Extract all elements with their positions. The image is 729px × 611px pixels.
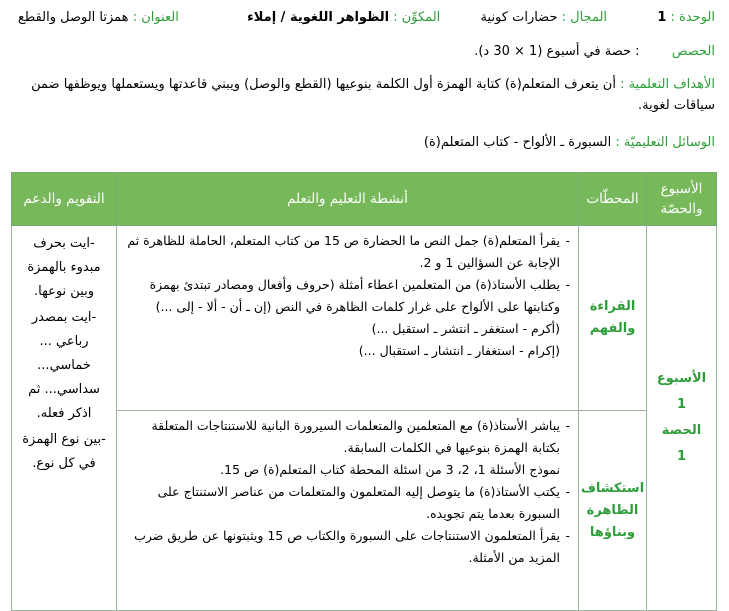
stage-reading: القراءة والفهم <box>579 226 647 411</box>
sessions-value: : حصة في أسبوع (1 × 30 د). <box>474 44 640 59</box>
header-row-means <box>10 133 715 152</box>
component-label: المكوِّن : <box>393 10 441 25</box>
evaluation-item: -بين نوع الهمزة في كل نوع. <box>22 432 106 471</box>
means-label: الوسائل التعليميّة : <box>615 135 715 150</box>
stage-discovery: استكشاف الظاهرة وبناؤها <box>579 411 647 611</box>
header-evaluation: التقويم والدعم <box>12 173 117 226</box>
activity-item: - يطلب الأستاذ(ة) من المتعلمين اعطاء أمثلة (حروف وأفعال ومصادر تبتدئ بهمزة وكتابتها على الألواح على غرار كلمات الظاهرة في النص (إن ـ أن - ألا - إلى ...) <box>127 274 570 318</box>
evaluation-item: -ايت بمصدر رباعي ... خماسي... سداسي... ثم اذكر فعله. <box>28 310 100 421</box>
means-value: السبورة ـ الألواح - كتاب المتعلم(ة) <box>423 135 612 150</box>
domain-label: المجال : <box>561 10 608 25</box>
session-label: الحصة <box>661 423 702 438</box>
header-row-objectives <box>10 74 715 116</box>
header-row-1 <box>10 8 715 27</box>
unit-value: 1 <box>657 10 667 25</box>
component-value: الظواهر اللغوية / إملاء <box>247 10 390 25</box>
header-week: الأسبوع والحصّة <box>647 173 717 226</box>
session-number: 1 <box>676 449 687 464</box>
header-stations: المحطّات <box>579 173 647 226</box>
title-label: العنوان : <box>132 10 179 25</box>
example-line: (إكرام - استغفار ـ انتشار ـ استقبال ...) <box>358 343 560 358</box>
objectives-label: الأهداف التعلمية : <box>620 77 715 92</box>
activity-item: - يقرأ المتعلم(ة) جمل النص ما الحضارة ص 15 من كتاب المتعلم، الحاملة للظاهرة ثم الإجابة عن السؤالين 1 و 2. <box>127 230 570 274</box>
unit-label: الوحدة : <box>670 10 715 25</box>
activity-item: - يقرأ المتعلمون الاستنتاجات على السبورة والكتاب ص 15 ويثبتونها عن طريق ضرب المزيد من الأمثلة. <box>127 525 570 569</box>
domain-value: حضارات كونية <box>480 10 558 25</box>
activity-item: - يباشر الأستاذ(ة) مع المتعلمين والمتعلمات السيرورة البانية للاستنتاجات المتعلقة بكتابة الهمزة بنوعيها في الكلمات السابقة. <box>127 415 570 459</box>
header-activities: أنشطة التعليم والتعلم <box>117 173 579 226</box>
week-number: 1 <box>676 397 687 412</box>
evaluation-cell <box>12 226 117 611</box>
title-value: همزتا الوصل والقطع <box>17 10 129 25</box>
sessions-label: الحصص <box>671 44 715 59</box>
activity-item: - يكتب الأستاذ(ة) ما يتوصل إليه المتعلمون والمتعلمات من عناصر الاستنتاج على السبورة بعدما يتم تجويده. <box>127 481 570 525</box>
objectives-value: أن يتعرف المتعلم(ة) كتابة الهمزة أول الكلمة بنوعيها (القطع والوصل) ويبني قاعدتها ويستعملها ويوظفها ضمن سياقات لغوية. <box>31 77 715 113</box>
activities-reading <box>117 226 579 411</box>
activities-discovery <box>117 411 579 611</box>
week-label: الأسبوع <box>656 371 707 386</box>
week-session-cell <box>647 226 717 611</box>
lesson-table <box>11 172 717 611</box>
evaluation-item: -ايت بحرف مبدوء بالهمزة وبين نوعها. <box>27 236 101 299</box>
header-row-sessions <box>10 42 715 61</box>
activity-item: نموذج الأسئلة 1، 2، 3 من اسئلة المحطة كتاب المتعلم(ة) ص 15. <box>220 462 560 477</box>
example-line: (أكرم - استغفر ـ انتشر ـ استقبل ...) <box>371 321 560 336</box>
